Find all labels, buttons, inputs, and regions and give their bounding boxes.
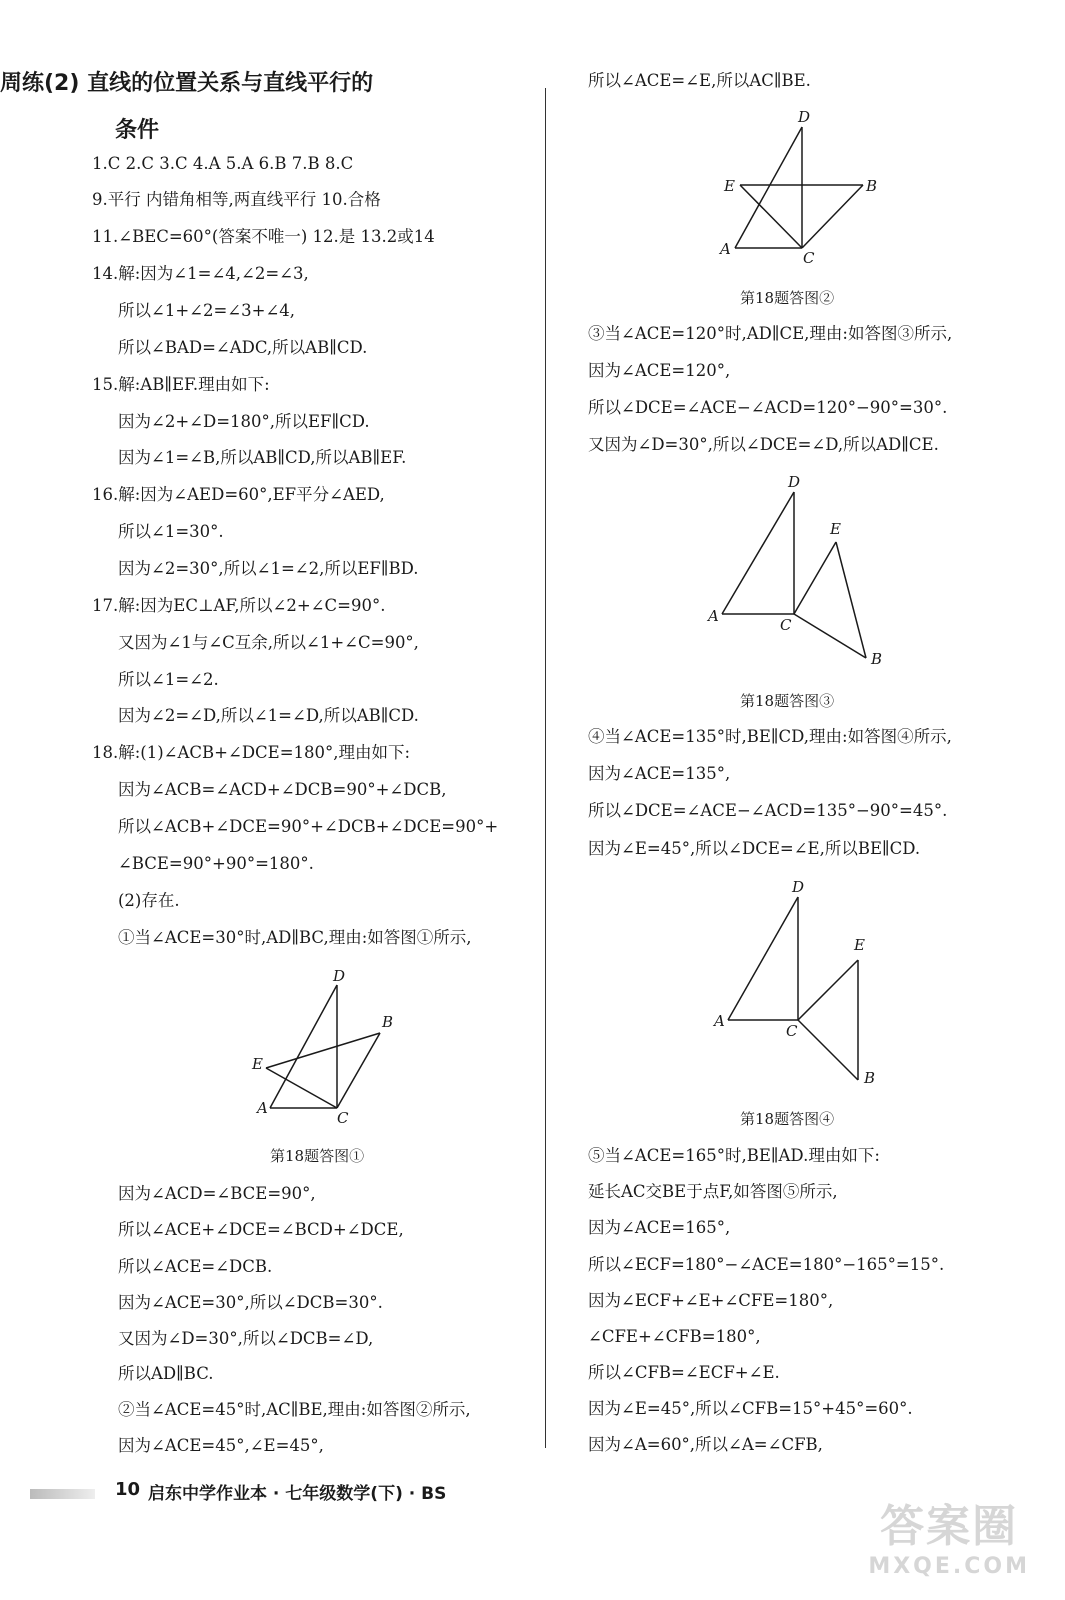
answer-line: 又因为∠1与∠C互余,所以∠1+∠C=90°, bbox=[118, 633, 419, 652]
answer-line: ④当∠ACE=135°时,BE∥CD,理由:如答图④所示, bbox=[588, 727, 952, 746]
figure-3-caption: 第18题答图③ bbox=[740, 692, 835, 710]
section-title: 周练(2) 直线的位置关系与直线平行的 bbox=[0, 71, 374, 96]
label-e: E bbox=[724, 177, 735, 195]
answer-line: 又因为∠D=30°,所以∠DCB=∠D, bbox=[118, 1329, 374, 1348]
answer-line: 因为∠ACD=∠BCE=90°, bbox=[118, 1184, 316, 1203]
label-c: C bbox=[803, 249, 815, 265]
answer-line: 所以∠ECF=180°−∠ACE=180°−165°=15°. bbox=[588, 1255, 945, 1274]
label-e: E bbox=[830, 520, 841, 538]
answer-line: 因为∠E=45°,所以∠DCE=∠E,所以BE∥CD. bbox=[588, 839, 921, 858]
answer-line: 因为∠2+∠D=180°,所以EF∥CD. bbox=[118, 412, 370, 431]
answer-line: ∠BCE=90°+90°=180°. bbox=[118, 854, 314, 873]
answer-line: ②当∠ACE=45°时,AC∥BE,理由:如答图②所示, bbox=[118, 1400, 471, 1419]
footer-book-title: 启东中学作业本 · 七年级数学(下) · BS bbox=[148, 1484, 447, 1504]
watermark-logo bbox=[868, 1490, 1030, 1579]
answer-line: 因为∠ACE=30°,所以∠DCB=30°. bbox=[118, 1293, 383, 1312]
answer-line: 所以∠1+∠2=∠3+∠4, bbox=[118, 301, 296, 320]
answer-line: ∠CFE+∠CFB=180°, bbox=[588, 1327, 761, 1346]
label-a: A bbox=[714, 1012, 725, 1030]
answer-line: ③当∠ACE=120°时,AD∥CE,理由:如答图③所示, bbox=[588, 324, 953, 343]
label-b: B bbox=[382, 1013, 394, 1031]
label-d: D bbox=[788, 473, 801, 491]
answer-line: 11.∠BEC=60°(答案不唯一) 12.是 13.2或14 bbox=[92, 227, 435, 246]
figure-1 bbox=[247, 965, 397, 1130]
label-b: B bbox=[864, 1069, 876, 1085]
label-e: E bbox=[854, 936, 865, 954]
watermark-text: 答案圈 bbox=[880, 1501, 1019, 1552]
answer-line: 所以∠ACE=∠E,所以AC∥BE. bbox=[588, 71, 811, 90]
answer-line: 因为∠1=∠B,所以AB∥CD,所以AB∥EF. bbox=[118, 448, 407, 467]
label-c: C bbox=[337, 1109, 349, 1127]
answer-line: 17.解:因为EC⊥AF,所以∠2+∠C=90°. bbox=[92, 596, 386, 615]
label-b: B bbox=[866, 177, 878, 195]
answer-line: 延长AC交BE于点F,如答图⑤所示, bbox=[588, 1182, 838, 1201]
answer-line: 因为∠ACE=135°, bbox=[588, 764, 731, 783]
answer-line: 14.解:因为∠1=∠4,∠2=∠3, bbox=[92, 264, 309, 283]
answer-line: 所以∠BAD=∠ADC,所以AB∥CD. bbox=[118, 338, 368, 357]
answer-line: 所以∠ACE+∠DCE=∠BCD+∠DCE, bbox=[118, 1220, 404, 1239]
answer-line: 所以∠1=30°. bbox=[118, 522, 224, 541]
answer-line: 又因为∠D=30°,所以∠DCE=∠D,所以AD∥CE. bbox=[588, 435, 939, 454]
answer-line: 所以∠1=∠2. bbox=[118, 670, 219, 689]
section-title-continued: 条件 bbox=[115, 118, 160, 143]
figure-4-caption: 第18题答图④ bbox=[740, 1110, 835, 1128]
answer-line: 因为∠ACE=120°, bbox=[588, 361, 731, 380]
label-d: D bbox=[798, 108, 811, 126]
answer-line: (2)存在. bbox=[118, 891, 180, 910]
answer-line: 因为∠E=45°,所以∠CFB=15°+45°=60°. bbox=[588, 1399, 913, 1418]
footer-decoration bbox=[30, 1489, 95, 1499]
figure-1-caption: 第18题答图① bbox=[270, 1147, 365, 1165]
answer-line: ①当∠ACE=30°时,AD∥BC,理由:如答图①所示, bbox=[118, 928, 472, 947]
answer-line: 因为∠A=60°,所以∠A=∠CFB, bbox=[588, 1435, 823, 1454]
answer-line: 因为∠ACB=∠ACD+∠DCB=90°+∠DCB, bbox=[118, 780, 447, 799]
label-c: C bbox=[780, 616, 792, 634]
answer-line: 因为∠ACE=45°,∠E=45°, bbox=[118, 1436, 324, 1455]
label-d: D bbox=[333, 967, 346, 985]
answer-line: 所以∠DCE=∠ACE−∠ACD=120°−90°=30°. bbox=[588, 398, 948, 417]
answer-line: 1.C 2.C 3.C 4.A 5.A 6.B 7.B 8.C bbox=[92, 154, 354, 173]
answer-line: 所以AD∥BC. bbox=[118, 1364, 214, 1383]
label-a: A bbox=[708, 607, 719, 625]
label-b: B bbox=[871, 650, 883, 668]
answer-line: 因为∠2=30°,所以∠1=∠2,所以EF∥BD. bbox=[118, 559, 419, 578]
figure-2-caption: 第18题答图② bbox=[740, 289, 835, 307]
answer-line: 15.解:AB∥EF.理由如下: bbox=[92, 375, 270, 394]
label-e: E bbox=[252, 1055, 263, 1073]
column-divider bbox=[545, 88, 546, 1448]
answer-line: 因为∠2=∠D,所以∠1=∠D,所以AB∥CD. bbox=[118, 706, 419, 725]
answer-line: 16.解:因为∠AED=60°,EF平分∠AED, bbox=[92, 485, 385, 504]
page-number: 10 bbox=[115, 1479, 141, 1500]
answer-line: ⑤当∠ACE=165°时,BE∥AD.理由如下: bbox=[588, 1146, 880, 1165]
answer-line: 9.平行 内错角相等,两直线平行 10.合格 bbox=[92, 190, 381, 209]
label-a: A bbox=[720, 240, 731, 258]
figure-4 bbox=[706, 875, 891, 1085]
answer-line: 因为∠ACE=165°, bbox=[588, 1218, 731, 1237]
answer-line: 所以∠CFB=∠ECF+∠E. bbox=[588, 1363, 780, 1382]
watermark-url: MXQE.COM bbox=[868, 1554, 1030, 1579]
figure-2 bbox=[718, 105, 888, 265]
answer-line: 18.解:(1)∠ACB+∠DCE=180°,理由如下: bbox=[92, 743, 411, 762]
answer-line: 所以∠ACB+∠DCE=90°+∠DCB+∠DCE=90°+ bbox=[118, 817, 499, 836]
figure-3 bbox=[706, 470, 891, 675]
answer-line: 因为∠ECF+∠E+∠CFE=180°, bbox=[588, 1291, 834, 1310]
label-c: C bbox=[786, 1022, 798, 1040]
answer-line: 所以∠ACE=∠DCB. bbox=[118, 1257, 273, 1276]
label-d: D bbox=[792, 878, 805, 896]
label-a: A bbox=[257, 1099, 268, 1117]
answer-line: 所以∠DCE=∠ACE−∠ACD=135°−90°=45°. bbox=[588, 801, 948, 820]
